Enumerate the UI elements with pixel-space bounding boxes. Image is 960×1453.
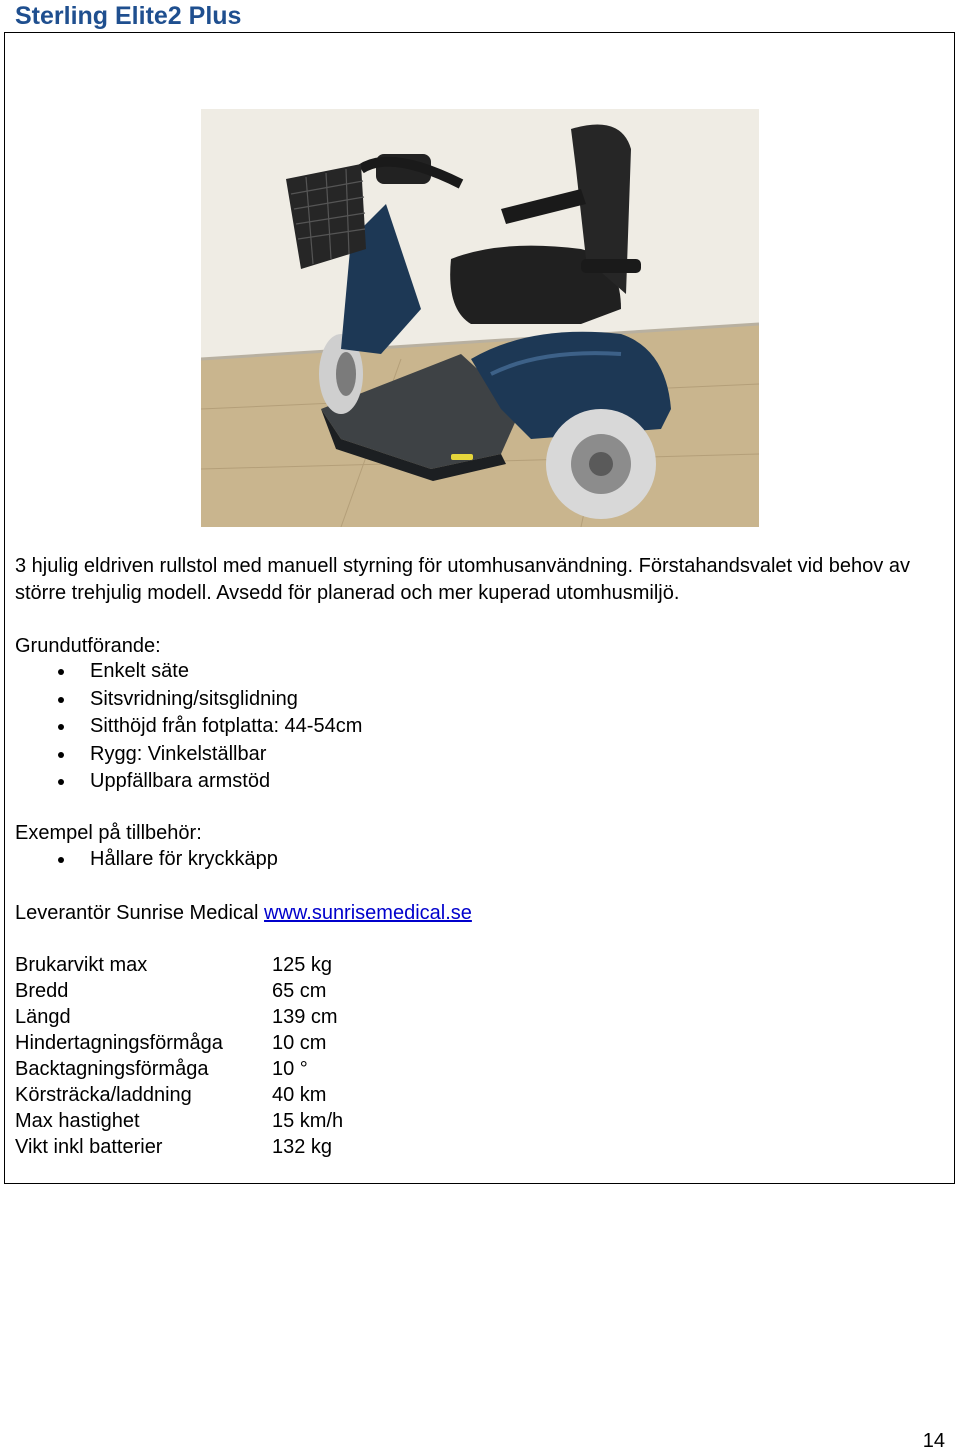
table-row: Brukarvikt max 125 kg [15,954,333,976]
accessories-heading: Exempel på tillbehör: [15,822,202,844]
table-row: Vikt inkl batterier 132 kg [15,1136,333,1158]
list-item: Enkelt säte [0,658,362,686]
table-row: Längd 139 cm [15,1006,338,1028]
standard-heading: Grundutförande: [15,635,161,657]
bullet-icon [58,669,64,675]
bullet-icon [58,752,64,758]
table-row: Backtagningsförmåga 10 ° [15,1058,308,1080]
bullet-icon [58,724,64,730]
bullet-icon [58,697,64,703]
supplier-text: Leverantör Sunrise Medical [15,902,259,924]
list-item: Uppfällbara armstöd [0,768,362,796]
page-title: Sterling Elite2 Plus [15,2,242,30]
product-photo [201,109,759,527]
supplier-link[interactable]: www.sunrisemedical.se [264,902,472,924]
table-row: Hindertagningsförmåga 10 cm [15,1032,327,1054]
table-row: Körsträcka/laddning 40 km [15,1084,327,1106]
list-item: Sitsvridning/sitsglidning [0,686,362,714]
intro-paragraph: 3 hjulig eldriven rullstol med manuell styrning för utomhusanvändning. Förstahandsvalet vid behov av större trehjulig modell. Avsedd för planerad och mer kuperad utomhusmiljö. [15,555,910,604]
list-item: Sitthöjd från fotplatta: 44-54cm [0,713,362,741]
list-item: Hållare för kryckkäpp [0,846,278,874]
bullet-icon [58,857,64,863]
spec-table [15,952,343,1160]
supplier-line [15,900,472,926]
table-row: Max hastighet 15 km/h [15,1110,344,1132]
list-item: Rygg: Vinkelställbar [0,741,362,769]
standard-list [0,658,362,796]
table-row: Bredd 65 cm [15,980,327,1002]
page-number: 14 [922,1430,945,1452]
bullet-icon [58,779,64,785]
accessories-list [0,846,278,874]
